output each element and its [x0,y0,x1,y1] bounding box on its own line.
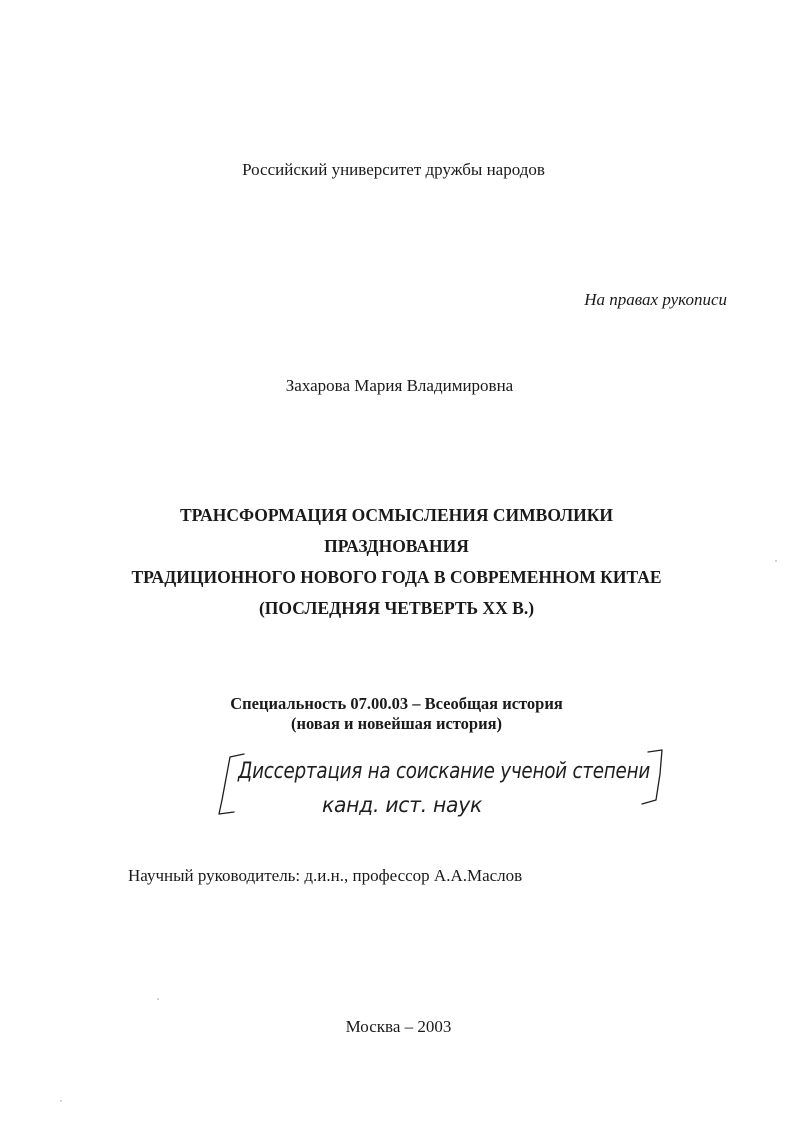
scan-speck [157,998,159,1000]
specialty-block [0,694,793,734]
title-line: ТРАНСФОРМАЦИЯ ОСМЫСЛЕНИЯ СИМВОЛИКИ [179,505,614,525]
manuscript-note: На правах рукописи [584,290,727,309]
title-line: (ПОСЛЕДНЯЯ ЧЕТВЕРТЬ XX В.) [258,598,535,618]
handwritten-line-1: Диссертация на соискание ученой степени [237,759,651,784]
specialty-line: Специальность 07.00.03 – Всеобщая история [230,694,563,713]
author-name: Захарова Мария Владимировна [285,376,514,395]
city-year: Москва – 2003 [345,1017,452,1036]
scan-speck [775,560,777,562]
thesis-title [0,500,793,624]
handwritten-annotation-drawing [210,740,680,840]
supervisor: Научный руководитель: д.и.н., профессор А.А.Маслов [128,866,523,885]
title-line: ТРАДИЦИОННОГО НОВОГО ГОДА В СОВРЕМЕННОМ КИТАЕ [131,567,662,587]
university-name: Российский университет дружбы народов [242,160,545,179]
handwritten-annotation [210,740,680,840]
handwritten-line-2: канд. ист. наук [322,793,483,817]
specialty-line: (новая и новейшая история) [290,714,503,733]
title-line: ПРАЗДНОВАНИЯ [324,536,469,556]
scan-speck [60,1100,62,1102]
